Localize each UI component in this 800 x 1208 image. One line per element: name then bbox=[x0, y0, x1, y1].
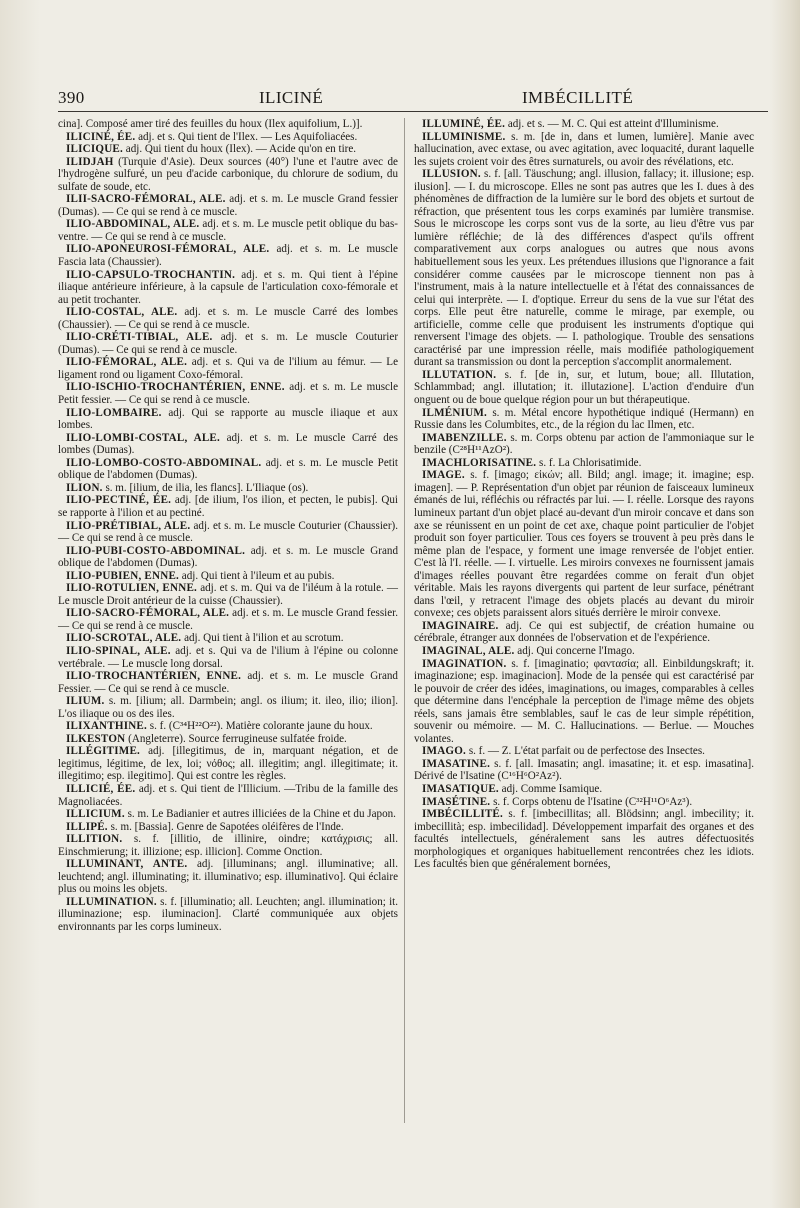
page-number: 390 bbox=[58, 88, 85, 107]
entry-headword: ILLUTATION. bbox=[422, 368, 497, 381]
dictionary-entry bbox=[58, 783, 398, 808]
entry-headword: ILIO-PRÉTIBIAL, ALE. bbox=[66, 519, 191, 532]
dictionary-entry bbox=[58, 269, 398, 307]
entry-text: adj. Comme Isamique. bbox=[501, 782, 603, 795]
entry-text: adj. et s. m. Le muscle Petit fessier. — Ce qui se rend à ce muscle. bbox=[58, 381, 398, 407]
dictionary-entry bbox=[58, 821, 398, 834]
entry-text: adj. Qui tient à l'ileum et au pubis. bbox=[181, 569, 335, 582]
entry-text: adj. et s. m. Qui tient à l'épine iliaque antérieure inférieure, à la capsule de l'articulation coxo-fémorale et au petit trochanter. bbox=[58, 268, 398, 306]
dictionary-entry bbox=[58, 896, 398, 934]
dictionary-entry bbox=[58, 695, 398, 720]
entry-headword: ILIO-TROCHANTÉRIEN, ENNE. bbox=[66, 670, 242, 683]
entry-text: s. f. La Chlorisatimide. bbox=[539, 456, 642, 469]
header-rule bbox=[58, 111, 768, 112]
entry-text: adj. et s. m. Le muscle Carré des lombes (Dumas). bbox=[58, 431, 398, 457]
entry-text: adj. et s. Qui tient de l'Ilex. — Les Aquifoliacées. bbox=[138, 130, 358, 143]
entry-headword: ILMÉNIUM. bbox=[422, 406, 487, 419]
entry-headword: ILLUMINANT, ANTE. bbox=[66, 858, 188, 871]
dictionary-entry bbox=[58, 356, 398, 381]
entry-text: adj. et s. m. Le muscle Grand fessier. — Ce qui se rend à ce muscle. bbox=[58, 607, 398, 632]
left-column bbox=[58, 118, 398, 934]
dictionary-entry bbox=[58, 131, 398, 144]
entry-text: adj. Qui tient du houx (Ilex). — Acide qu'on en tire. bbox=[125, 143, 357, 156]
entry-headword: ILLUSION. bbox=[422, 168, 481, 181]
entry-text: adj. Qui concerne l'Imago. bbox=[517, 644, 635, 657]
entry-headword: ILIO-PUBI-COSTO-ABDOMINAL. bbox=[66, 544, 246, 557]
entry-headword: IMABENZILLE. bbox=[422, 431, 507, 444]
dictionary-entry bbox=[414, 457, 754, 470]
dictionary-entry bbox=[414, 168, 754, 369]
entry-text: s. f. — Z. L'état parfait ou de perfectose des Insectes. bbox=[468, 745, 705, 758]
dictionary-entry bbox=[414, 758, 754, 783]
dictionary-entry bbox=[58, 570, 398, 583]
dictionary-entry bbox=[414, 469, 754, 620]
entry-headword: ILKESTON bbox=[66, 732, 126, 745]
entry-text: cina]. Composé amer tiré des feuilles du houx (Ilex aquifolium, L.)]. bbox=[58, 118, 363, 130]
entry-text: s. f. [imago; εἰκών; all. Bild; angl. image; it. imagine; esp. imagen]. — P. Représentation d'un objet par réunion de faisceaux lumineux émanés de lui, réfléchis ou réfractés par lui. — I. réelle. Lorsque des rayons lumineux partant d'un objet placé au-devant d'un miroir concave et dans son axe se réunissent en un point de cet axe, chaque point particulier de l'objet produit son foyer particulier. Tous ces foyers se trouvent à peu près dans le même plan de l'espace, y forment une image renversée de l'objet entier. C'est là l'I. réelle. — I. virtuelle. Les miroirs convexes ne fournissent jamais d'images réelles pouvant être regardées comme on ferait d'un objet véritable. Mais les rayons divergents qui partent de leur surface, pénétrant dans l'œil, y retracent l'image des objets placés au devant du miroir convexe; ces objets paraissent alors situés derrière le miroir convexe. bbox=[414, 469, 754, 620]
entry-headword: ILIXANTHINE. bbox=[66, 720, 147, 733]
entry-headword: ILLUMINÉ, ÉE. bbox=[422, 118, 506, 130]
entry-headword: ILIO-PECTINÉ, ÉE. bbox=[66, 494, 172, 507]
dictionary-entry bbox=[58, 407, 398, 432]
entry-text: s. m. Le Badianier et autres illiciées de la Chine et du Japon. bbox=[127, 808, 396, 821]
entry-headword: IMASATINE. bbox=[422, 757, 491, 770]
dictionary-entry bbox=[58, 331, 398, 356]
entry-text: adj. et s. m. Qui va de l'iléum à la rotule. — Le muscle Droit antérieur de la cuisse (Chaussier). bbox=[58, 582, 399, 607]
entry-headword: ILLICIÉ, ÉE. bbox=[66, 782, 136, 795]
dictionary-entry bbox=[58, 156, 398, 194]
entry-text: s. m. [ilium, de ilia, les flancs]. L'Iliaque (os). bbox=[105, 481, 309, 494]
entry-text: adj. Qui se rapporte au muscle iliaque et aux lombes. bbox=[58, 406, 398, 432]
entry-text: adj. Ce qui est subjectif, de création humaine ou cérébrale, étranger aux données de l'observation et de l'expérience. bbox=[414, 619, 754, 645]
dictionary-entry bbox=[58, 645, 398, 670]
entry-text: adj. et s. m. Le muscle Couturier (Dumas). — Ce qui se rend à ce muscle. bbox=[58, 331, 399, 356]
entry-headword: IMACHLORISATINE. bbox=[422, 456, 537, 469]
dictionary-entry bbox=[414, 645, 754, 658]
dictionary-entry bbox=[58, 143, 398, 156]
dictionary-entry bbox=[58, 833, 398, 858]
dictionary-entry bbox=[58, 545, 398, 570]
dictionary-entry bbox=[414, 783, 754, 796]
entry-text: s. f. [illuminatio; all. Leuchten; angl. illumination; it. illuminazione; esp. iluminacion]. Clarté communiquée aux objets environnants par les corps lumineux. bbox=[58, 895, 399, 933]
entry-text: adj. et s. — M. C. Qui est atteint d'Illuminisme. bbox=[507, 118, 719, 130]
entry-text: s. m. Métal encore hypothétique indiqué (Hermann) en Russie dans les Columbites, etc., de la région du lac Ilmen, etc. bbox=[414, 406, 754, 432]
entry-text: s. f. (C³⁴H²²O²²). Matière colorante jaune du houx. bbox=[149, 720, 373, 733]
dictionary-entry bbox=[58, 118, 398, 131]
left-guide-word: ILICINÉ bbox=[259, 88, 324, 107]
entry-headword: ILIO-CAPSULO-TROCHANTIN. bbox=[66, 268, 236, 281]
entry-headword: ILIO-COSTAL, ALE. bbox=[66, 306, 178, 319]
entry-headword: ILION. bbox=[66, 481, 103, 494]
entry-headword: ILIO-APONEUROSI-FÉMORAL, ALE. bbox=[66, 243, 270, 256]
entry-headword: IMASÉTINE. bbox=[422, 795, 491, 808]
entry-text: s. m. [Bassia]. Genre de Sapotées oléifères de l'Inde. bbox=[110, 820, 344, 833]
entry-text: adj. et s. Qui tient de l'Illicium. —Tribu de la famille des Magnoliacées. bbox=[58, 782, 398, 808]
entry-text: adj. et s. m. Le muscle Petit oblique de l'abdomen (Dumas). bbox=[58, 456, 398, 482]
dictionary-entry bbox=[58, 632, 398, 645]
entry-headword: IMAGO. bbox=[422, 745, 467, 758]
entry-headword: IMAGINAIRE. bbox=[422, 619, 499, 632]
dictionary-entry bbox=[58, 306, 398, 331]
right-guide-word: IMBÉCILLITÉ bbox=[522, 88, 634, 107]
dictionary-entry bbox=[414, 745, 754, 758]
entry-text: adj. et s. m. Le muscle Couturier (Chaussier). — Ce qui se rend à ce muscle. bbox=[58, 519, 398, 545]
entry-text: (Angleterre). Source ferrugineuse sulfatée froide. bbox=[128, 732, 347, 745]
entry-headword: ILIO-FÉMORAL, ALE. bbox=[66, 356, 188, 369]
entry-text: adj. et s. m. Le muscle Grand Fessier. — Ce qui se rend à ce muscle. bbox=[58, 670, 398, 695]
dictionary-entry bbox=[58, 457, 398, 482]
entry-text: adj. [illuminans; angl. illuminative; all. leuchtend; angl. illuminating; it. illuminativo; esp. illuminativo]. Qui éclaire plus ou moins les objets. bbox=[58, 858, 398, 896]
entry-text: s. m. [de in, dans et lumen, lumière]. Manie avec hallucination, avec extase, ou avec agitation, avec loquacité, durant laquelle les sujets croient voir des êtres surnaturels, ou avoir des révélations, etc. bbox=[414, 130, 754, 168]
entry-text: adj. et s. m. Le muscle petit oblique du bas-ventre. — Ce qui se rend à ce muscle. bbox=[58, 218, 398, 243]
dictionary-entry bbox=[414, 407, 754, 432]
dictionary-entry bbox=[414, 369, 754, 407]
entry-headword: IMBÉCILLITÉ. bbox=[422, 808, 504, 821]
dictionary-entry bbox=[58, 858, 398, 896]
entry-headword: ILIO-LOMBO-COSTO-ABDOMINAL. bbox=[66, 456, 262, 469]
dictionary-entry bbox=[58, 381, 398, 406]
dictionary-entry bbox=[414, 808, 754, 871]
entry-headword: ILIO-PUBIEN, ENNE. bbox=[66, 569, 180, 582]
dictionary-entry bbox=[414, 131, 754, 169]
entry-text: s. f. [all. Täuschung; angl. illusion, fallacy; it. illusione; esp. ilusion]. — I. du microscope. Elles ne sont pas autres que les I. dues à des phénomènes de diffraction de la lumière sur le bord des objets et surtout de réfraction, que présentent tous les corps examinés par lumière transmise. Sous le microscope les corps sont vus de la sorte, au lieu d'être vus par lumière réfléchie; de là des différences d'aspect qu'ils offrent comparativement aux corps analogues ou autres que nous avons habituellement sous les yeux. Les prétendues illusions que l'ignorance a fait considérer comme causées par le microscope tiennent non pas à l'instrument, mais à la nature intellectuelle et à l'état des connaissances de celui qui interprète. — I. d'optique. Erreur du sens de la vue sur l'état des corps. Elle peut être naturelle, comme le mirage, par exemple, ou artificielle, comme celle que produisent les instruments d'optique qui renversent l'image des objets. — I. pathologique. Trouble des sensations caractérisé par une impression réelle, mais modifiée pathologiquement durant sa transmission ou dont la perception s'accomplit anormalement. bbox=[414, 168, 754, 369]
entry-text: (Turquie d'Asie). Deux sources (40°) l'une et l'autre avec de l'hydrogène sulfuré, un peu d'acide carbonique, du chlorure de sodium, du sulfate de soude, etc. bbox=[58, 155, 398, 193]
dictionary-entry bbox=[58, 193, 398, 218]
dictionary-entry bbox=[58, 720, 398, 733]
dictionary-entry bbox=[414, 658, 754, 746]
entry-headword: ILIO-LOMBAIRE. bbox=[66, 406, 162, 419]
dictionary-entry bbox=[414, 432, 754, 457]
right-column bbox=[414, 118, 754, 871]
entry-text: adj. [illegitimus, de in, marquant négation, et de legitimus, légitime, de lex, loi; νόθος; all. illegitim; angl. illegitimate; it. illegitimo; esp. ilegitimo]. Qui est contre les règles. bbox=[58, 745, 398, 783]
entry-headword: IMASATIQUE. bbox=[422, 782, 499, 795]
entry-headword: ILLÉGITIME. bbox=[66, 745, 141, 758]
column-divider bbox=[404, 118, 405, 1123]
dictionary-entry bbox=[58, 243, 398, 268]
entry-text: s. f. Corps obtenu de l'Isatine (C³²H¹¹O⁶Az³). bbox=[493, 795, 693, 808]
entry-headword: ILIO-SCROTAL, ALE. bbox=[66, 632, 182, 645]
dictionary-entry bbox=[58, 520, 398, 545]
dictionary-entry bbox=[414, 620, 754, 645]
entry-headword: ILIO-CRÉTI-TIBIAL, ALE. bbox=[66, 331, 213, 344]
entry-headword: IMAGINATION. bbox=[422, 657, 507, 670]
entry-text: s. f. [imaginatio; φαντασία; all. Einbildungskraft; it. imaginazione; esp. imaginacion]. Mode de la pensée qui est caractérisé par le pouvoir de créer des idées, imaginations, ou images, comparables à celles que détermine dans l'encéphale la perception de l'image même des objets réels, sans jamais être semblables, sauf le cas de leur simple répétition, souvenir ou mémoire. — M. C. Hallucinations. — Berlue. — Mouches volantes. bbox=[414, 657, 755, 745]
entry-text: adj. et s. m. Le muscle Grand oblique de l'abdomen (Dumas). bbox=[58, 544, 398, 570]
entry-headword: ILIO-ISCHIO-TROCHANTÉRIEN, ENNE. bbox=[66, 381, 285, 394]
entry-text: adj. et s. m. Le muscle Carré des lombes (Chaussier). — Ce qui se rend à ce muscle. bbox=[58, 306, 398, 331]
entry-headword: ILLITION. bbox=[66, 833, 123, 846]
entry-headword: ILIO-SPINAL, ALE. bbox=[66, 644, 171, 657]
entry-text: s. f. [imbecillitas; all. Blödsinn; angl. imbecility; it. imbecillità; esp. imbecilidad]. Développement imparfait des organes et des facultés intellectuels, généralement sans les autres défectuosités morphologiques et organiques habituellement rencontrées chez les idiots. Les facultés bien que généralement bornées, bbox=[414, 808, 754, 871]
entry-headword: ILICIQUE. bbox=[66, 143, 123, 156]
entry-text: adj. Qui tient à l'ilion et au scrotum. bbox=[184, 632, 344, 645]
dictionary-entry bbox=[58, 607, 398, 632]
entry-text: s. m. Corps obtenu par action de l'ammoniaque sur le benzile (C²⁸H¹¹AzO²). bbox=[414, 431, 754, 457]
entry-headword: ILLUMINATION. bbox=[66, 895, 157, 908]
entry-headword: ILLICIUM. bbox=[66, 808, 125, 821]
entry-headword: ILII-SACRO-FÉMORAL, ALE. bbox=[66, 193, 226, 206]
dictionary-entry bbox=[58, 745, 398, 783]
entry-headword: ILIO-ABDOMINAL, ALE. bbox=[66, 218, 200, 231]
entry-headword: ILIDJAH bbox=[66, 155, 114, 168]
entry-text: adj. et s. Qui va de l'ilium au fémur. — Le ligament rond ou ligament Coxo-fémoral. bbox=[58, 356, 398, 381]
dictionary-entry bbox=[58, 582, 398, 607]
dictionary-entry bbox=[414, 796, 754, 809]
entry-text: s. f. [all. Imasatin; angl. imasatine; it. et esp. imasatina]. Dérivé de l'Isatine (C¹⁶H⁶O²Az²). bbox=[414, 757, 754, 783]
dictionary-entry bbox=[58, 733, 398, 746]
entry-text: s. f. [illitio, de illinire, oindre; κατάχρισις; all. Einschmierung; it. illizione; esp. illicion]. Comme Onction. bbox=[58, 833, 398, 858]
dictionary-entry bbox=[58, 218, 398, 243]
entry-headword: ILLUMINISME. bbox=[422, 130, 506, 143]
dictionary-entry bbox=[58, 808, 398, 821]
entry-headword: ILICINÉ, ÉE. bbox=[66, 130, 136, 143]
entry-headword: IMAGE. bbox=[422, 469, 465, 482]
dictionary-entry bbox=[414, 118, 754, 131]
entry-headword: ILIO-ROTULIEN, ENNE. bbox=[66, 582, 198, 595]
dictionary-entry bbox=[58, 482, 398, 495]
entry-headword: ILIUM. bbox=[66, 695, 105, 708]
entry-headword: IMAGINAL, ALE. bbox=[422, 644, 515, 657]
dictionary-entry bbox=[58, 670, 398, 695]
entry-headword: ILLIPÉ. bbox=[66, 820, 108, 833]
entry-text: adj. [de ilium, l'os ilion, et pecten, le pubis]. Qui se rapporte à l'ilion et au pectiné. bbox=[58, 494, 398, 519]
entry-text: adj. et s. m. Le muscle Grand fessier (Dumas). — Ce qui se rend à ce muscle. bbox=[58, 193, 398, 218]
dictionary-entry bbox=[58, 432, 398, 457]
entry-text: adj. et s. m. Le muscle Fascia lata (Chaussier). bbox=[58, 243, 398, 269]
entry-text: s. m. [ilium; all. Darmbein; angl. os ilium; it. ileo, ilio; ilion]. L'os iliaque ou os des iles. bbox=[58, 695, 398, 720]
entry-text: s. f. [de in, sur, et lutum, boue; all. Illutation, Schlammbad; angl. illutation; it. illutazione]. L'action d'enduire d'un onguent ou de boue quelque région pour un but thérapeutique. bbox=[414, 368, 755, 407]
running-header bbox=[58, 88, 778, 110]
entry-headword: ILIO-SACRO-FÉMORAL, ALE. bbox=[66, 607, 230, 620]
entry-headword: ILIO-LOMBI-COSTAL, ALE. bbox=[66, 431, 220, 444]
entry-text: adj. et s. Qui va de l'ilium à l'épine ou colonne vertébrale. — Le muscle long dorsal. bbox=[58, 644, 399, 670]
dictionary-entry bbox=[58, 494, 398, 519]
